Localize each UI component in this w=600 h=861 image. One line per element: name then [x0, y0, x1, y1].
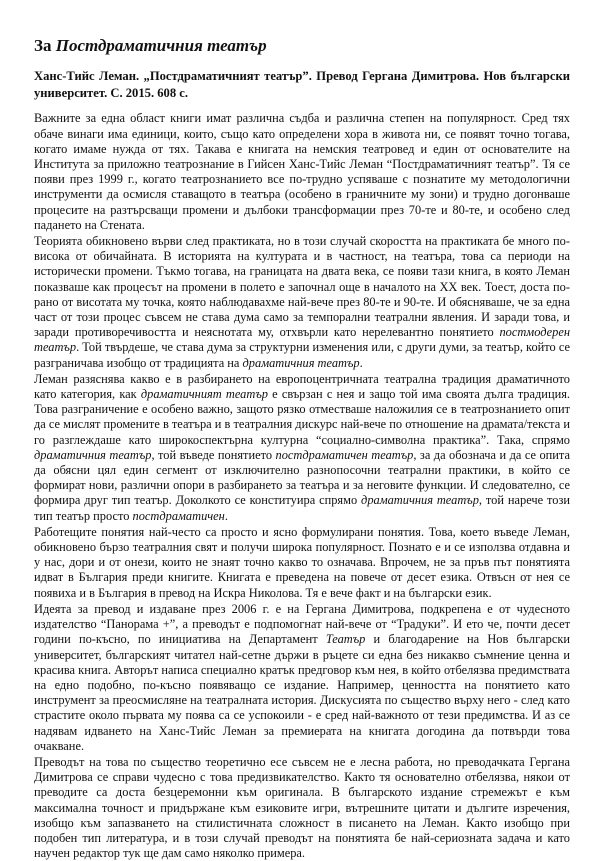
text-run: Преводът на това по същество теоретично есе съвсем не е лесна работа, но преводачката Гергана Димитрова се справи чудесно с това предизвикателство. Както тя основателно отбелязва, някои от преводите са доста безцеремонни към оригинала. В българското издание стремежът е към максимална точност и придържане към езиковите игри, вътрешните цитати и дългите изречения, изобщо към запазването на стилистичната сложност в писането на Леман. Както изобщо при подобен тип литература, и в този случай преводът на понятията бе най-сериозната задача и като научен редактор тук ще дам само няколко примера.	[34, 754, 570, 861]
text-run: Работещите понятия най-често са просто и ясно формулирани понятия. Това, което въведе Леман, обикновено бързо театралния свят и получи широка популярност. Познато е и се използва отдавна и у нас, дори и от онези, които не знаят точно какво то означава. Впрочем, не за пръв път понятията идват в България преди книгите. Книгата е преведена на повече от десет езика. Отвъсн от нея се появиха и в България в превод на Искра Николова. Тя е вече факт и на български език.	[34, 524, 570, 600]
text-run: .	[224, 508, 228, 523]
italic-term: драматичния театър	[34, 447, 152, 462]
text-run: , той въведе понятието	[151, 447, 276, 462]
italic-term: драматичния театър	[361, 493, 479, 508]
text-run: , той нарече този тип театър просто	[34, 493, 570, 523]
text-run: .	[359, 355, 363, 370]
text-run: Идеята за превод и издаване през 2006 г. е на Гергана Димитрова, подкрепена е от чудесното издателство “Панорама +”, а преводът е подпомогнат най-вече от “Традуки”. И ето че, почти десет години по-късно, по инициатива на Департамент	[34, 601, 570, 647]
paragraph	[34, 234, 570, 371]
article-body	[34, 111, 570, 861]
text-run: е свързан с нея и защо той има своята дълга традиция. Това разграничение е особено важно, защото рязко отместваше наложилия се в театрознанието опит да се мислят промените в театъра и в театралния дискурс най-вече по отношение на драмата/текста и го разглеждаше като широкоспектърна културна “социално-символна практика”. Така, спрямо	[34, 387, 570, 447]
text-run: Леман разяснява какво е в разбирането на европоцентричната театрална традиция драматичното като категория, как	[34, 371, 570, 402]
paragraph	[34, 602, 570, 754]
italic-term: постдраматичен театър	[275, 447, 414, 462]
text-run: и благодарение на Нов български университет, българският читател най-сетне държи в ръцете си една без никакво съмнение ценна и красива книга. Авторът написа специално кратък предговор към нея, в който отбелязва предимствата на едно подобно, по-късно появяващо се издание. Например, ценността на понятието като инструмент за преосмисляне на театралната история. Дискусията по същество върху него - след като страстите около първата му поява са се успокоили - е сред най-важното от тези предимства. И аз се надявам идването на Ханс-Тийс Леман за премиерата на книгата догодина да потвърди това очакване.	[34, 632, 570, 753]
italic-term: Театър	[325, 632, 366, 647]
book-citation: Ханс-Тийс Леман. „Постдраматичният театър”. Превод Гергана Димитрова. Нов български университет. С. 2015. 608 с.	[34, 69, 570, 101]
title-italic: Постдраматичния театър	[55, 36, 267, 55]
paragraph	[34, 372, 570, 524]
italic-term: постмодерен театър	[34, 325, 570, 355]
italic-term: драматичния театър	[242, 355, 360, 370]
italic-term: постдраматичен	[132, 508, 225, 523]
paragraph	[34, 755, 570, 861]
text-run: Теорията обикновено върви след практиката, но в този случай скоростта на практиката бе много по-висока от обичайната. В историята на културата и в частност, на театъра, това са периоди на исторически промени. Тъкмо тогава, на границата на двата века, се появи тази книга, в която Леман показваше как процесът на промени в полето е започнал още в началото на ХХ век. Тоест, доста по-рано от висотата му точка, която наблюдавахме най-вече през 80-те и 90-те. И обясняваше, че за една част от този процес съвсем не става дума само за темпорални театрални явления. И заради това, и заради противоречивостта и неяснотата му, отхвърли като нерелевантно понятието	[34, 234, 570, 340]
text-run: . Той твърдеше, че става дума за структурни изменения или, с други думи, за театър, който се разграничава изобщо от традицията на	[34, 340, 570, 370]
text-run: , за да обознача и да се опита да обясни цял един сегмент от изключително разнопосочни театрални практики, в който се формират нови, различни опори в разбирането за театъра и за неговите функции. И следователно, се формира друг тип театър. Доколкото се конституира спрямо	[34, 447, 571, 508]
paragraph	[34, 525, 570, 601]
title-prefix: За	[34, 36, 56, 55]
text-run: Важните за една област книги имат различна съдба и различна степен на популярност. Сред тях обаче винаги има единици, които, също като определени хора в живота ни, се появят точно тогава, когато имаме нужда от тях. Такава е книгата на немския театровед и един от основателите на Института за приложно театрознание в Гийсен Ханс-Тийс Леман “Постдраматичният театър”. Тя се появи през 1999 г., когато театрознанието все по-трудно успяваше с познатите му методологични инструменти да осмисля ставащото в театъра (особено в граничните му зони) и трудно догонваше процесите на разтърсващи промени и дълбоки трансформации през 70-те и 80-те, и особено след падането на Стената.	[34, 111, 570, 232]
paragraph	[34, 111, 570, 233]
review-page	[34, 36, 570, 861]
italic-term: драматичният театър	[140, 387, 268, 402]
page-title	[34, 36, 570, 56]
